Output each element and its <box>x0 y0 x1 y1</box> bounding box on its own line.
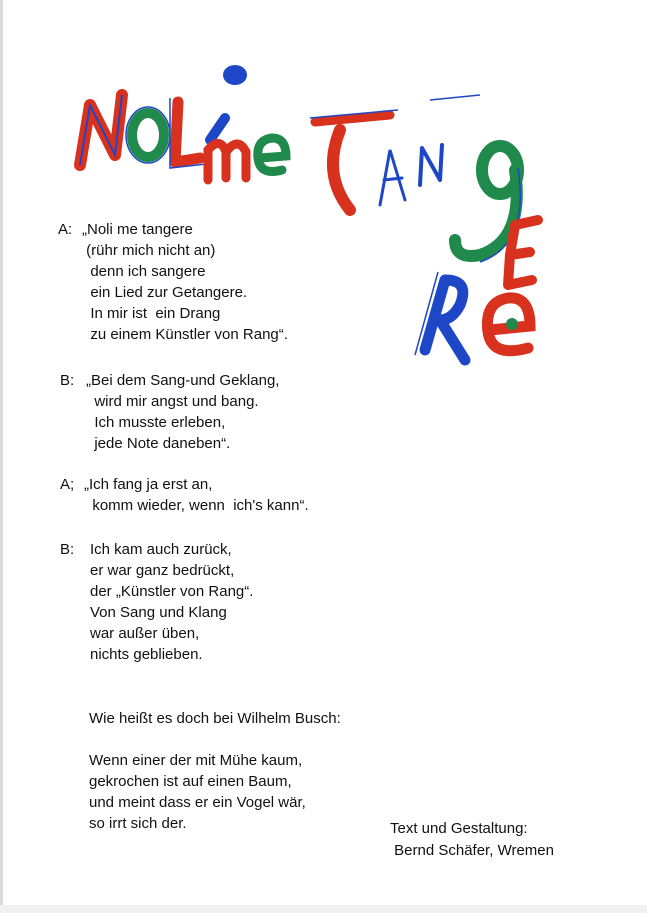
speaker-label: A; <box>60 476 75 493</box>
stanza-4 <box>90 539 253 665</box>
stanza-2 <box>86 370 279 454</box>
title-letter-r <box>415 272 465 360</box>
title-letter-n2 <box>420 95 480 185</box>
stanza-3 <box>84 474 309 516</box>
speaker-label: B: <box>60 372 75 389</box>
poem-line: „Ich fang ja erst an, <box>84 476 213 493</box>
poem-line: In mir ist ein Drang <box>82 305 221 322</box>
quote-line: so irrt sich der. <box>89 815 187 832</box>
author-credit <box>390 818 554 862</box>
busch-quote <box>89 750 306 834</box>
poem-line: nichts geblieben. <box>90 646 203 663</box>
poem-line: Von Sang und Klang <box>90 604 227 621</box>
title-letter-n <box>80 95 122 165</box>
page-left-edge <box>0 0 3 913</box>
quote-line: und meint dass er ein Vogel wär, <box>89 794 306 811</box>
poem-line: jede Note daneben“. <box>86 435 231 452</box>
poem-line: denn ich sangere <box>82 263 206 280</box>
poem-line: (rühr mich nicht an) <box>82 242 216 259</box>
title-letter-t <box>310 110 398 210</box>
title-letter-i <box>210 65 247 140</box>
poem-line: komm wieder, wenn ich's kann“. <box>84 497 309 514</box>
speaker-label: B: <box>60 541 75 558</box>
title-letter-e-final <box>487 298 530 351</box>
poem-line: Ich kam auch zurück, <box>90 541 232 558</box>
title-letter-l <box>170 98 206 168</box>
title-letter-e-big <box>508 220 538 285</box>
stanza-1 <box>82 219 288 345</box>
poem-line: ein Lied zur Getangere. <box>82 284 248 301</box>
poem-line: der „Künstler von Rang“. <box>90 583 254 600</box>
credit-heading: Text und Gestaltung: <box>390 820 528 837</box>
poem-line: Ich musste erleben, <box>86 414 226 431</box>
title-letter-a <box>380 150 405 205</box>
quote-line: Wenn einer der mit Mühe kaum, <box>89 752 303 769</box>
credit-author: Bernd Schäfer, Wremen <box>390 842 554 859</box>
poem-line: „Bei dem Sang-und Geklang, <box>86 372 280 389</box>
title-letter-o <box>126 107 170 163</box>
poem-line: wird mir angst und bang. <box>86 393 259 410</box>
busch-intro: Wie heißt es doch bei Wilhelm Busch: <box>89 710 341 727</box>
poem-line: „Noli me tangere <box>82 221 193 238</box>
title-letter-e-small <box>258 138 286 172</box>
title-letter-m <box>208 143 246 180</box>
poem-line: zu einem Künstler von Rang“. <box>82 326 288 343</box>
poem-line: war außer üben, <box>90 625 200 642</box>
page-bottom-edge <box>0 905 647 913</box>
speaker-label: A: <box>58 221 73 238</box>
quote-line: gekrochen ist auf einen Baum, <box>89 773 292 790</box>
poem-line: er war ganz bedrückt, <box>90 562 235 579</box>
